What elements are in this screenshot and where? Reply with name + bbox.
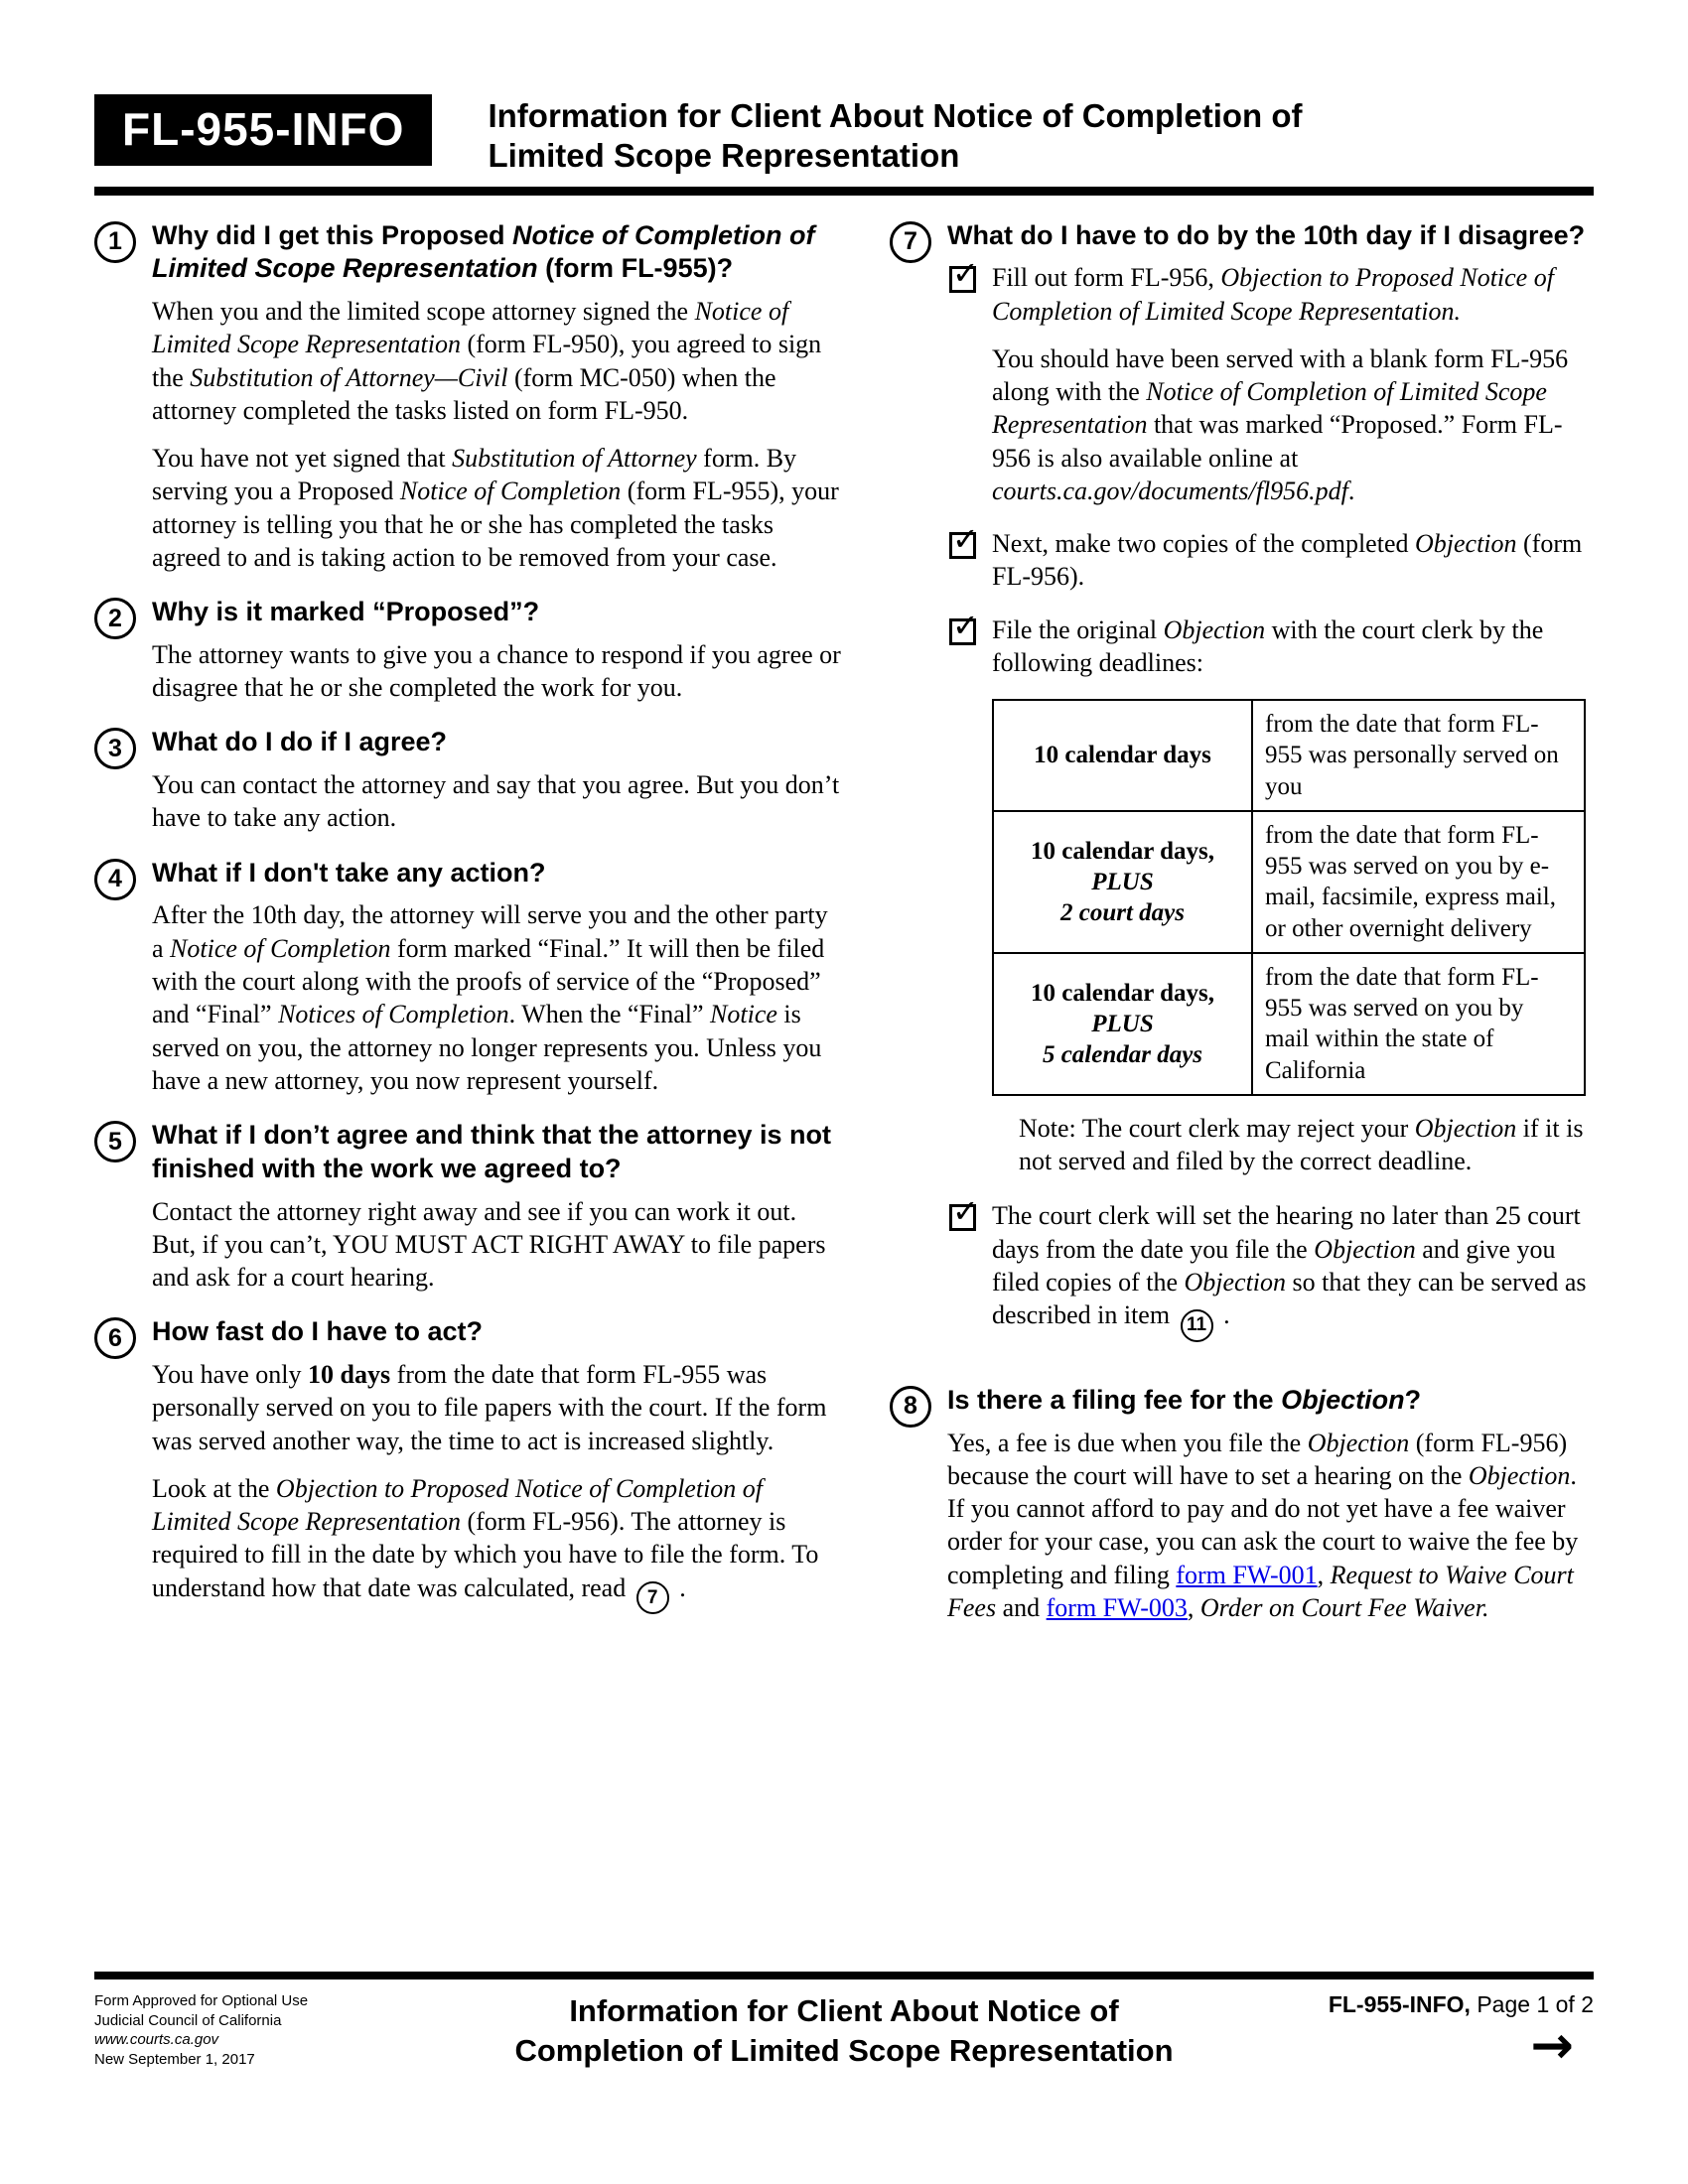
item-body [152,1119,844,1294]
deadlines-table [992,699,1586,1096]
next-page-arrow-icon: → [1530,2016,1574,2076]
footer-title [402,1991,1286,2072]
deadline-line: PLUS [1091,1010,1154,1037]
deadline-description: from the date that form FL-955 was personally served on you [1252,700,1585,811]
faq-item-1 [94,219,844,575]
deadlines-table-wrap [992,699,1586,1096]
item-number-icon [94,598,136,639]
item-heading: Why is it marked “Proposed”? [152,597,540,627]
footer-title-line2: Completion of Limited Scope Representation [514,2033,1174,2069]
item-body [947,219,1594,1362]
faq-item-2 [94,596,844,704]
item-paragraph: The attorney wants to give you a chance to respond if you agree or disagree that he or she completed the work for you. [152,639,841,703]
check-paragraph: Next, make two copies of the completed Objection (form FL-956). [992,529,1583,592]
faq-item-8 [890,1384,1594,1624]
item-body [152,596,844,704]
check-body [992,1199,1594,1341]
item-paragraph: Look at the Objection to Proposed Notice of Completion of Limited Scope Representation (form FL-956). The attorney is required to fill in the date by which you have to file the form. To understand how that date was calculated, read 7 . [152,1472,844,1614]
form-title [488,94,1302,177]
clerk-note: Note: The court clerk may reject your Objection if it is not served and filed by the correct deadline. [1019,1113,1584,1176]
item-number: 1 [108,227,122,255]
table-row [993,811,1585,953]
footer-page-info [1286,1991,1594,2076]
footer-approval-line: Judicial Council of California [94,2011,282,2029]
deadline-line: 5 calendar days [1042,1041,1203,1069]
item-body [152,726,844,834]
item-paragraph: Contact the attorney right away and see if you can work it out. But, if you can’t, YOU MUST ACT RIGHT AWAY to file papers and ask for a court hearing. [152,1196,826,1293]
deadline-line: 2 court days [1060,899,1185,927]
item-number: 2 [108,604,122,632]
footer-form-number: FL-955-INFO, [1328,1991,1471,2017]
item-paragraph: You have not yet signed that Substitution of Attorney form. By serving you a Proposed Notice of Completion (form FL-955), your attorney is telling you that he or she has completed the tasks agreed to and is taking action to be removed from your case. [152,444,839,572]
faq-item-5 [94,1119,844,1294]
checklist-item-4 [947,1192,1594,1341]
footer-revision-date: New September 1, 2017 [94,2050,255,2068]
circled-number-icon: 11 [1181,1309,1213,1342]
header-rule [94,187,1594,196]
checkbox-checked-icon [949,606,979,645]
deadline-description: from the date that form FL-955 was served on you by mail within the state of California [1252,953,1585,1095]
faq-item-3 [94,726,844,834]
item-number: 4 [108,865,122,893]
item-number-icon [94,1317,136,1359]
faq-item-7 [890,219,1594,1362]
form-title-line2: Limited Scope Representation [488,137,960,175]
check-paragraph: Fill out form FL-956, Objection to Proposed Notice of Completion of Limited Scope Representation. [992,263,1554,326]
footer-rule [94,1972,1594,1979]
form-number-badge [94,94,432,166]
item-paragraph: After the 10th day, the attorney will serve you and the other party a Notice of Completion form marked “Final.” It will then be filed with the court along with the proofs of service of the “Proposed” and “Final” Notices of Completion. When the “Final” Notice is served on you, the attorney no longer represents you. Unless you have a new attorney, you now represent yourself. [152,900,828,1095]
deadline-line: 10 calendar days, [1031,837,1214,865]
check-body [992,261,1594,507]
circled-number-icon: 7 [636,1581,669,1614]
item-paragraph: You can contact the attorney and say that you agree. But you don’t have to take any action. [152,770,840,833]
check-glyph: ✓ [952,606,979,644]
item-number-icon [94,728,136,769]
item-number: 8 [904,1392,917,1421]
check-paragraph: File the original Objection with the court clerk by the following deadlines: [992,614,1544,677]
right-column [890,219,1594,1647]
item-number: 6 [108,1323,122,1352]
page-footer [94,1972,1594,2076]
item-body [947,1384,1594,1624]
faq-item-6 [94,1315,844,1614]
item-number: 3 [108,734,122,762]
checkbox-checked-icon [949,254,979,293]
deadline-cell [993,700,1252,811]
deadline-cell [993,953,1252,1095]
deadline-description: from the date that form FL-955 was served on you by e-mail, facsimile, express mail, or other overnight delivery [1252,811,1585,953]
item-heading: What do I have to do by the 10th day if I disagree? [947,219,1586,250]
item-number-icon [94,221,136,263]
item-body [152,1315,844,1614]
item-heading: What if I don't take any action? [152,857,546,887]
checkbox-checked-icon [949,1192,979,1231]
faq-item-4 [94,857,844,1097]
deadline-cell [993,811,1252,953]
item-body [152,219,844,575]
check-glyph: ✓ [952,1192,979,1231]
deadline-line: PLUS [1091,868,1154,895]
item-number-icon [890,1386,931,1428]
item-paragraph: You have only 10 days from the date that form FL-955 was personally served on you to file papers with the court. If the form was served another way, the time to act is increased slightly. [152,1360,827,1455]
item-heading: What do I do if I agree? [152,727,447,757]
item-body [152,857,844,1097]
deadline-line: 10 calendar days, [1031,979,1214,1007]
item-paragraph: When you and the limited scope attorney signed the Notice of Limited Scope Representation (form FL-950), you agreed to sign the Substitution of Attorney—Civil (form MC-050) when the attorney completed the tasks listed on form FL-950. [152,297,822,425]
table-row [993,953,1585,1095]
checkbox-checked-icon [949,520,979,559]
check-body [992,614,1594,680]
check-glyph: ✓ [952,520,979,559]
footer-approval-block [94,1991,402,2069]
footer-court-url[interactable]: www.courts.ca.gov [94,2031,219,2048]
checklist-item-3 [947,606,1594,680]
form-header [94,94,1594,177]
checklist-item-2 [947,520,1594,594]
item-heading: How fast do I have to act? [152,1316,484,1347]
content-columns [94,219,1594,1647]
form-title-line1: Information for Client About Notice of Completion of [488,97,1303,134]
check-paragraph: The court clerk will set the hearing no later than 25 court days from the date you file the Objection and give you filed copies of the Objection so that they can be served as described in item 11 . [992,1199,1594,1341]
deadline-line: 10 calendar days [1034,742,1211,769]
item-number: 5 [108,1127,122,1156]
item-heading: Is there a filing fee for the Objection? [947,1384,1422,1415]
footer-page-number: Page 1 of 2 [1477,1991,1594,2017]
form-number: FL-955-INFO [122,103,405,155]
item-number: 7 [904,227,917,255]
footer-row [94,1991,1594,2076]
item-number-icon [94,859,136,900]
item-heading: Why did I get this Proposed Notice of Completion of Limited Scope Representation (form FL-955)? [152,219,815,284]
item-paragraph: Yes, a fee is due when you file the Objection (form FL-956) because the court will have to set a hearing on the Objection. If you cannot afford to pay and do not yet have a fee waiver order for your case, you can ask the court to waive the fee by completing and filing form FW-001, Request to Waive Court Fees and form FW-003, Order on Court Fee Waiver. [947,1428,1579,1622]
footer-title-line1: Information for Client About Notice of [569,1993,1119,2028]
checklist-item-1 [947,254,1594,507]
item-number-icon [890,221,931,263]
check-paragraph: You should have been served with a blank form FL-956 along with the Notice of Completion of Limited Scope Representation that was marked “Proposed.” Form FL-956 is also available online at courts.ca.gov/documents/fl956.pdf. [992,343,1569,505]
check-body [992,527,1594,594]
item-heading: What if I don’t agree and think that the attorney is not finished with the work we agreed to? [152,1120,832,1183]
footer-approval-line: Form Approved for Optional Use [94,1992,309,2009]
form-link[interactable]: form FW-003 [1046,1592,1188,1622]
check-glyph: ✓ [952,254,979,293]
table-row [993,700,1585,811]
item-number-icon [94,1121,136,1162]
form-link[interactable]: form FW-001 [1176,1560,1318,1589]
left-column [94,219,844,1647]
